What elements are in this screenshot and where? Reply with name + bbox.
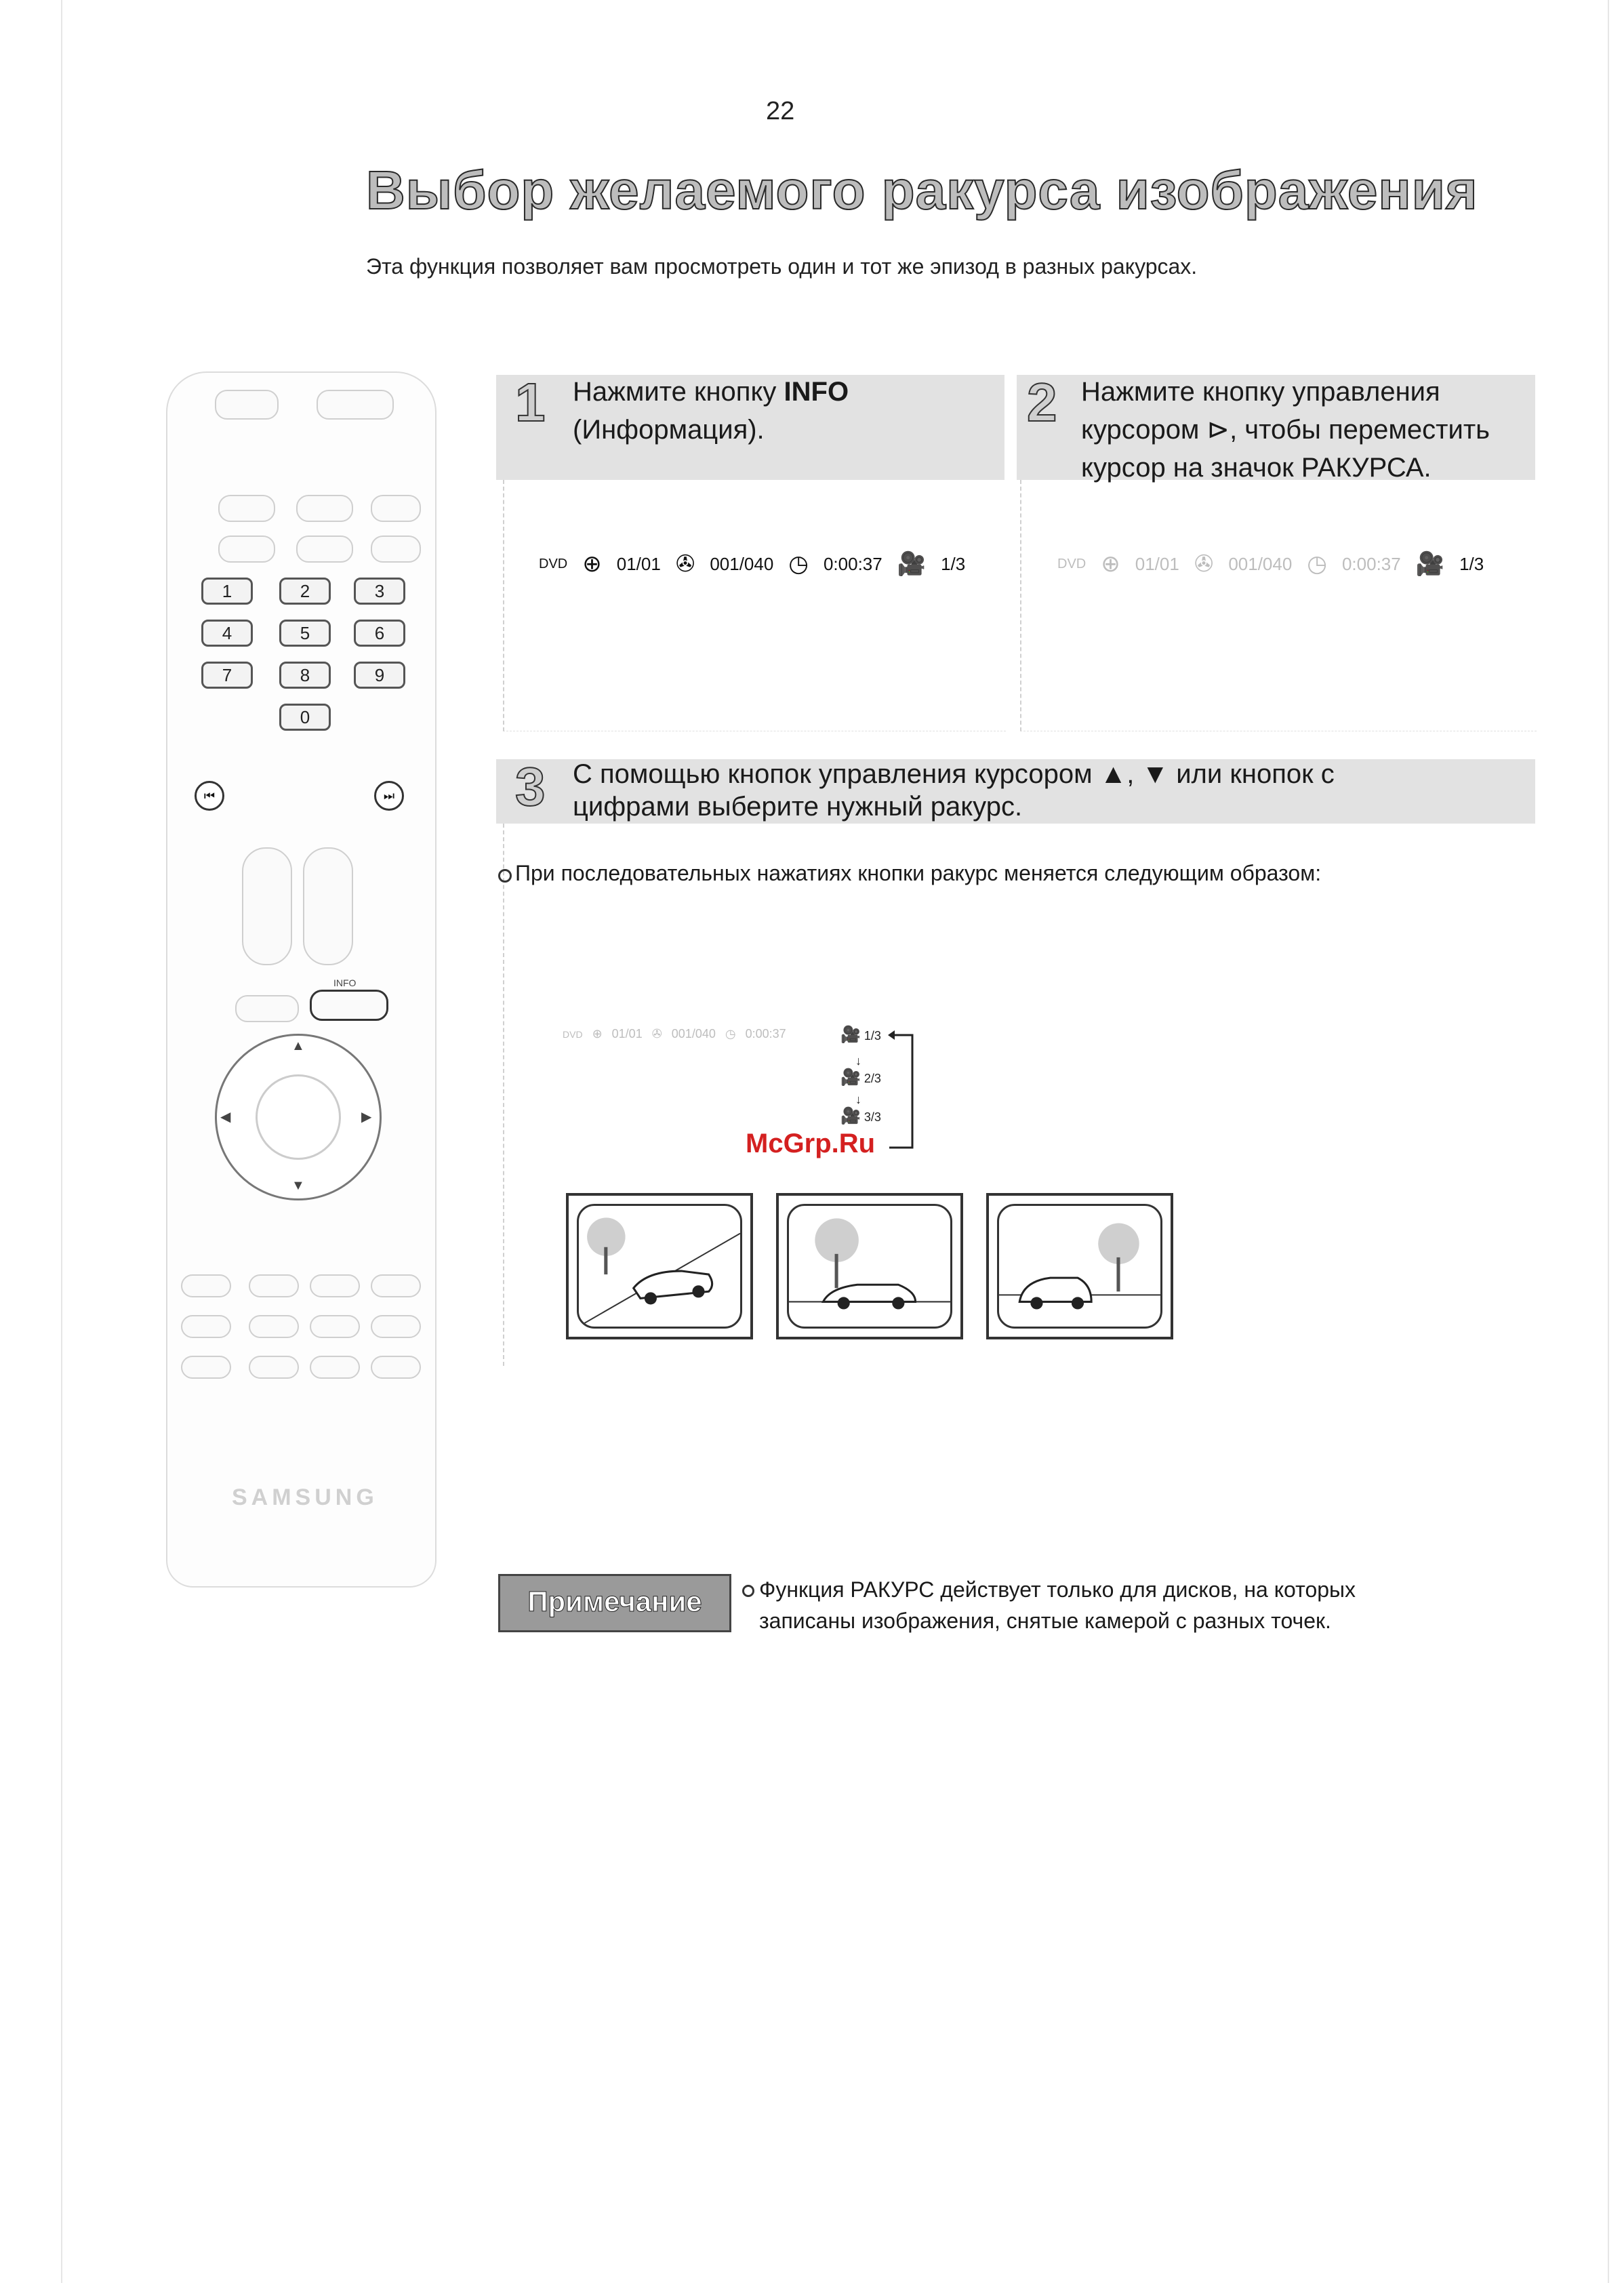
camera-angle-icon: 🎥 [1415,551,1445,577]
osd-angle-value: 1/3 [941,553,966,574]
osd-angle-value: 1/3 [1459,553,1484,574]
camera-angle-icon: 🎥 [840,1026,861,1044]
title-icon: ⊕ [1101,551,1120,577]
cursor-down-icon: ▼ [291,1178,305,1193]
angle-value: 3/3 [864,1110,881,1124]
remote-number-key: 8 [279,662,331,689]
step1-osd-bar [539,550,965,578]
cursor-right-icon: ▶ [361,1110,372,1125]
remote-lower-button [371,1315,421,1338]
note-label: Примечание [498,1574,731,1632]
remote-top-button [317,390,394,420]
bullet-icon [498,869,512,883]
remote-number-key: 4 [201,620,253,647]
note-text [759,1574,1356,1636]
clock-icon: ◷ [725,1027,736,1041]
car-scene-image [789,1206,950,1327]
step2-osd-bar [1057,550,1484,578]
remote-number-key: 5 [279,620,331,647]
osd-chapter-value: 001/040 [710,553,774,574]
remote-brand-logo: SAMSUNG [232,1484,378,1510]
step2-panel [1020,480,1537,731]
remote-number-key: 1 [201,578,253,605]
remote-func-button [296,495,353,522]
remote-top-button [215,390,279,420]
remote-func-button [371,495,421,522]
angle-value: 1/3 [864,1029,881,1043]
chapter-icon: ✇ [651,1027,662,1041]
remote-func-button [296,536,353,563]
page-number: 22 [766,97,795,125]
remote-number-key: 9 [354,662,405,689]
osd-disc-label: DVD [563,1028,583,1040]
step2-text-line2: курсором ⊳, чтобы переместить [1081,415,1490,445]
remote-number-key: 3 [354,578,405,605]
remote-channel-rocker [303,847,353,965]
screen-picture [997,1204,1162,1329]
remote-number-key: 2 [279,578,331,605]
cursor-left-icon: ◀ [220,1110,231,1125]
remote-lower-button [249,1274,299,1297]
screen-picture [577,1204,742,1329]
remote-lower-button [249,1356,299,1379]
remote-volume-rocker [242,847,292,965]
osd-title-value: 01/01 [616,553,661,574]
step3-text [573,758,1335,823]
note-line2: записаны изображения, снятые камерой с разных точек. [759,1609,1331,1633]
angle-screen-2 [776,1193,963,1339]
remote-lower-button [181,1274,231,1297]
osd-disc-label: DVD [539,556,568,571]
remote-lower-button [310,1356,360,1379]
remote-lower-button [371,1274,421,1297]
step3-bullet-text: При последовательных нажатиях кнопки ракурс меняется следующим образом: [515,861,1322,885]
osd-time-value: 0:00:37 [1341,553,1401,574]
osd-time-value: 0:00:37 [745,1027,786,1041]
step1-text-line2: (Информация). [573,415,765,445]
remote-control-illustration [166,371,437,1588]
step2-text [1081,373,1490,487]
remote-info-label: INFO [333,977,357,988]
remote-lower-button [310,1315,360,1338]
osd-title-value: 01/01 [611,1027,643,1041]
title-icon: ⊕ [582,551,602,577]
angle-sequence-item [840,1068,881,1087]
step2-text-line1: Нажмите кнопку управления [1081,377,1440,407]
clock-icon: ◷ [1307,551,1327,577]
clock-icon: ◷ [788,551,809,577]
step3-osd-bar [563,1027,786,1041]
angle-sequence-item [840,1106,881,1126]
chapter-icon: ✇ [675,551,695,577]
cursor-up-icon: ▲ [291,1038,305,1053]
osd-chapter-value: 001/040 [1228,553,1293,574]
camera-angle-icon: 🎥 [840,1107,861,1125]
bullet-icon [742,1585,754,1597]
watermark: McGrp.Ru [746,1129,876,1158]
osd-disc-label: DVD [1057,556,1087,571]
step1-number: 1 [515,372,546,432]
remote-lower-button [249,1315,299,1338]
sequence-loop-arrow [888,1027,915,1149]
remote-func-button [371,536,421,563]
remote-lower-button [181,1356,231,1379]
angle-value: 2/3 [864,1072,881,1085]
camera-angle-icon: 🎥 [840,1068,861,1087]
chapter-icon: ✇ [1194,551,1214,577]
screen-picture [787,1204,952,1329]
title-icon: ⊕ [592,1027,603,1041]
intro-text: Эта функция позволяет вам просмотреть один и тот же эпизод в разных ракурсах. [366,254,1198,279]
remote-func-button [218,495,275,522]
camera-angle-icon: 🎥 [897,551,927,577]
remote-lower-button [181,1315,231,1338]
remote-func-button [218,536,275,563]
angle-screen-3 [986,1193,1173,1339]
remote-info-button [310,990,388,1021]
remote-lower-button [310,1274,360,1297]
osd-chapter-value: 001/040 [671,1027,716,1041]
car-scene-image [999,1206,1160,1327]
step3-text-line1: С помощью кнопок управления курсором ▲, ▼ или кнопок с [573,759,1335,789]
remote-number-key: 6 [354,620,405,647]
arrow-down-icon: ↓ [855,1093,861,1106]
scan-edge-right [1608,0,1609,2283]
skip-forward-icon: ⏭ [374,781,404,811]
osd-title-value: 01/01 [1135,553,1179,574]
skip-back-icon: ⏮ [195,781,224,811]
remote-number-key: 0 [279,704,331,731]
scan-edge-left [61,0,62,2283]
car-scene-image [579,1206,740,1327]
osd-time-value: 0:00:37 [823,553,882,574]
note-line1: Функция РАКУРС действует только для дисков, на которых [759,1577,1356,1602]
step2-text-line3: курсор на значок РАКУРСА. [1081,453,1432,483]
arrow-down-icon: ↓ [855,1054,861,1068]
step3-number: 3 [515,756,546,817]
step2-number: 2 [1027,372,1057,432]
angle-sequence-item [840,1025,881,1045]
remote-enter-button [256,1074,341,1160]
step1-text [573,373,849,449]
remote-lower-button [371,1356,421,1379]
step1-text-prefix: Нажмите кнопку [573,377,784,407]
page-title: Выбор желаемого ракурса изображения [366,160,1478,220]
remote-number-key: 7 [201,662,253,689]
step1-panel [503,480,1006,731]
step1-info-keyword: INFO [784,377,849,407]
remote-menu-button [235,995,299,1022]
step3-text-line2: цифрами выберите нужный ракурс. [573,792,1023,822]
angle-screen-1 [566,1193,753,1339]
